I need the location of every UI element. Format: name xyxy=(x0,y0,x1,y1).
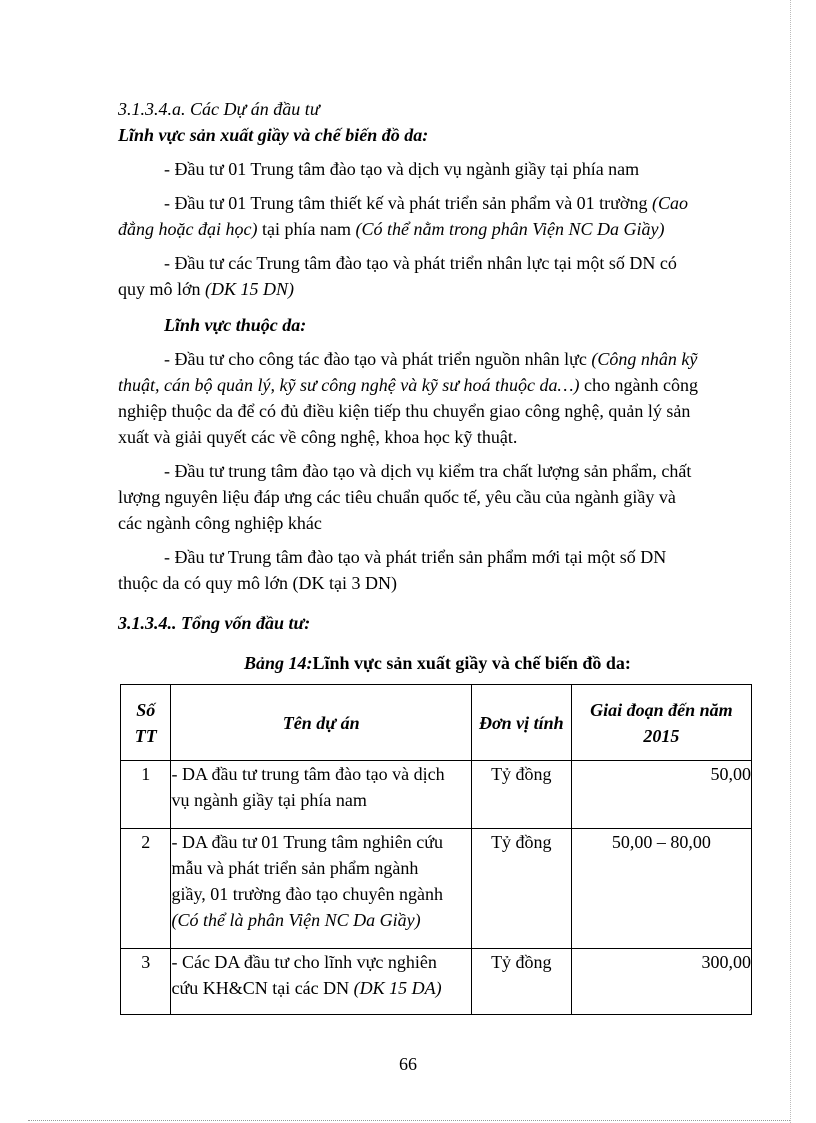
field1-bullet3-italic: (DK 15 DN) xyxy=(205,279,295,299)
row3-name-line2-text: cứu KH&CN tại các DN xyxy=(171,978,354,998)
header-unit: Đơn vị tính xyxy=(471,685,571,761)
field2-bullet3-line1: - Đầu tư Trung tâm đào tạo và phát triển sản phẩm mới tại một số DN xyxy=(164,547,667,567)
header-no-line1: Số xyxy=(136,699,156,720)
row2-name-line2: mẫu và phát triển sản phẩm ngành xyxy=(171,858,419,878)
field2-bullet1-line1 xyxy=(164,346,697,372)
field2-bullet1-text: - Đầu tư cho công tác đào tạo và phát triển nguồn nhân lực xyxy=(164,349,592,369)
header-period-line1: Giai đoạn đến năm xyxy=(590,699,733,720)
field1-bullet3-text: quy mô lớn xyxy=(118,279,206,299)
field2-bullet2-line1: - Đầu tư trung tâm đào tạo và dịch vụ kiểm tra chất lượng sản phẩm, chất xyxy=(164,461,692,481)
field1-bullet3-line1: - Đầu tư các Trung tâm đào tạo và phát triển nhân lực tại một số DN có xyxy=(164,253,677,273)
field2-bullet1-line2 xyxy=(118,372,698,398)
field1-bullet2-line2 xyxy=(118,216,664,242)
row2-name-line4: (Có thể là phân Viện NC Da Giầy) xyxy=(171,910,421,930)
row3-name xyxy=(171,949,471,1015)
row1-unit: Tỷ đồng xyxy=(471,761,571,829)
field2-heading: Lĩnh vực thuộc da: xyxy=(164,315,307,335)
field1-bullet2-italic: (Cao xyxy=(651,193,688,213)
field2-bullet1-line3: nghiệp thuộc da để có đủ điều kiện tiếp thu chuyển giao công nghệ, quản lý sản xyxy=(118,401,691,421)
total-investment-heading: 3.1.3.4.. Tổng vốn đầu tư: xyxy=(118,613,311,633)
page-number: 66 xyxy=(399,1054,417,1074)
row3-no: 3 xyxy=(121,949,171,1015)
field1-bullet2-line1 xyxy=(164,190,740,216)
field1-bullet1: - Đầu tư 01 Trung tâm đào tạo và dịch vụ ngành giầy tại phía nam xyxy=(164,159,640,179)
field2-bullet2-line2: lượng nguyên liệu đáp ưng các tiêu chuẩn quốc tế, yêu cầu của ngành giầy và xyxy=(118,487,676,507)
table-caption-text: Lĩnh vực sản xuất giầy và chế biến đồ da: xyxy=(312,653,631,673)
table-caption xyxy=(244,650,631,676)
field1-bullet2-text: - Đầu tư 01 Trung tâm thiết kế và phát triển sản phẩm và 01 trường xyxy=(164,193,652,213)
header-no xyxy=(121,685,171,761)
field1-bullet2-text-2: tại phía nam xyxy=(257,219,356,239)
row2-value: 50,00 – 80,00 xyxy=(571,829,751,949)
header-no-line2: TT xyxy=(134,725,157,746)
table-row xyxy=(121,949,752,1015)
field2-bullet1-text-2: cho ngành công xyxy=(579,375,699,395)
table-caption-label: Bảng 14: xyxy=(244,653,313,673)
field1-bullet3-line2 xyxy=(118,276,294,302)
row3-name-line1: - Các DA đầu tư cho lĩnh vực nghiên xyxy=(171,952,437,972)
table-header-row xyxy=(121,685,752,761)
table-row xyxy=(121,761,752,829)
investment-table xyxy=(120,684,752,1015)
row1-value: 50,00 xyxy=(571,761,751,829)
table-row xyxy=(121,829,752,949)
row2-name-line3: giầy, 01 trường đào tạo chuyên ngành xyxy=(171,884,443,904)
field2-bullet1-line4: xuất và giải quyết các về công nghệ, khoa học kỹ thuật. xyxy=(118,427,518,447)
row2-name xyxy=(171,829,471,949)
row3-name-line2-italic: (DK 15 DA) xyxy=(353,978,442,998)
field2-bullet2-line3: các ngành công nghiệp khác xyxy=(118,513,322,533)
margin-guide-right xyxy=(790,0,791,1123)
row3-name-line2 xyxy=(171,975,470,1001)
row3-unit: Tỷ đồng xyxy=(471,949,571,1015)
field2-bullet3-line2: thuộc da có quy mô lớn (DK tại 3 DN) xyxy=(118,573,397,593)
header-name: Tên dự án xyxy=(171,685,471,761)
row2-name-line1: - DA đầu tư 01 Trung tâm nghiên cứu xyxy=(171,832,443,852)
header-period xyxy=(571,685,751,761)
field2-bullet1-italic-2: thuật, cán bộ quản lý, kỹ sư công nghệ và kỹ sư hoá thuộc da…) xyxy=(118,375,580,395)
row1-no: 1 xyxy=(121,761,171,829)
margin-guide-bottom xyxy=(28,1120,790,1121)
row2-no: 2 xyxy=(121,829,171,949)
field1-bullet2-italic-2: đẳng hoặc đại học) xyxy=(118,219,258,239)
field1-heading: Lĩnh vực sản xuất giầy và chế biến đồ da: xyxy=(118,125,429,145)
field2-bullet1-italic: (Công nhân kỹ xyxy=(591,349,698,369)
header-period-line2: 2015 xyxy=(643,725,680,746)
row3-value: 300,00 xyxy=(571,949,751,1015)
section-title: 3.1.3.4.a. Các Dự án đầu tư xyxy=(118,99,320,119)
row1-name-line2: vụ ngành giầy tại phía nam xyxy=(171,790,367,810)
row1-name xyxy=(171,761,471,829)
field1-bullet2-italic-3: (Có thể nằm trong phân Viện NC Da Giầy) xyxy=(355,219,665,239)
row2-unit: Tỷ đồng xyxy=(471,829,571,949)
row1-name-line1: - DA đầu tư trung tâm đào tạo và dịch xyxy=(171,764,445,784)
